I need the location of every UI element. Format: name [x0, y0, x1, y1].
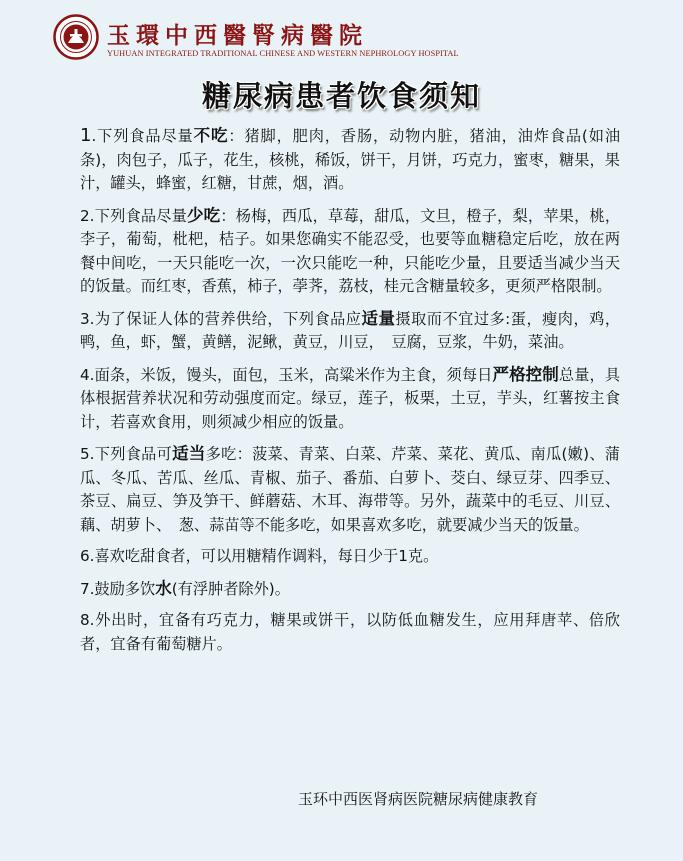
item-text-post: 总量，具体根据营养状况和劳动强度而定。绿豆，莲子，板栗，土豆，芋头，红薯按主食计，若喜欢食用，则须减少相应的饭量。 — [80, 365, 621, 431]
item-text-pre: .外出时，宜备有巧克力，糖果或饼干，以防低血糖发生，应用拜唐苹、倍欣者，宜备有葡萄糖片。 — [80, 611, 620, 653]
item-number: 4 — [80, 365, 90, 384]
item-emphasis: 严格控制 — [492, 364, 559, 384]
list-item-7 — [80, 577, 620, 602]
item-text-pre: .为了保证人体的营养供给，下列食品应 — [89, 309, 362, 328]
hospital-name-en: YUHUAN INTEGRATED TRADITIONAL CHINESE AND WESTERN NEPHROLOGY HOSPITAL — [107, 49, 459, 58]
list-item-8 — [80, 609, 620, 656]
list-item-2 — [80, 204, 620, 299]
item-text-post: ：猪脚，肥肉，香肠，动物内脏，猪油，油炸食品(如油条)，肉包子，瓜子，花生，核桃，稀饭，饼干，月饼，巧克力，蜜枣，糖果，果汁，罐头，蜂蜜，红糖，甘蔗，烟，酒。 — [80, 127, 621, 192]
page-title: 糖尿病患者饮食须知 — [201, 79, 481, 113]
notice-list — [80, 124, 620, 664]
item-number: 5 — [80, 445, 90, 463]
hospital-name-cn: 玉環中西醫腎病醫院 — [107, 22, 368, 49]
hospital-seal-icon — [53, 14, 99, 60]
footer-signature: 玉环中西医肾病医院糖尿病健康教育 — [298, 790, 539, 808]
item-text-post: 多吃：菠菜、青菜、白菜、芹菜、菜花、黄瓜、南瓜(嫩)、蒲瓜、冬瓜、苦瓜、丝瓜、青椒、茄子、番茄、白萝卜、茭白、绿豆芽、四季豆、茶豆、扁豆、笋及笋干、鲜蘑菇、木耳、海带等。另外，蔬菜中的毛豆、川豆、藕、胡萝卜、 葱、蒜苗等不能多吃，如果喜欢多吃，就要减少当天的饭量。 — [80, 445, 620, 534]
list-item-5 — [80, 442, 620, 537]
item-text-pre: .面条，米饭，馒头，面包，玉米，高粱米作为主食，须每日 — [89, 365, 493, 384]
item-text-pre: .下列食品尽量 — [89, 206, 187, 225]
item-emphasis: 不吃 — [193, 126, 229, 145]
item-text-post: (有浮肿者除外)。 — [171, 579, 290, 598]
item-number: 8 — [80, 611, 90, 629]
item-number: 1 — [80, 125, 92, 146]
item-emphasis: 水 — [155, 578, 172, 598]
item-text-pre: .喜欢吃甜食者，可以用糖精作调料，每日少于1克。 — [89, 547, 439, 565]
item-text-pre: .下列食品可 — [89, 445, 173, 463]
item-text-post: ：杨梅，西瓜，草莓，甜瓜，文旦，橙子，梨，苹果，桃，李子，葡萄，枇杷，桔子。如果您确实不能忍受，也要等血糖稳定后吃，放在两餐中间吃，一天只能吃一次，一次只能吃一种，只能吃少量，且要适当减少当天的饭量。而红枣，香蕉，柿子，荸荠，荔枝，桂元含糖量较多，更须严格限制。 — [80, 206, 621, 295]
list-item-1 — [80, 124, 620, 196]
list-item-6 — [80, 545, 620, 569]
item-text-post: 摄取而不宜过多:蛋，瘦肉，鸡，鸭，鱼，虾，蟹，黄鳝，泥鳅，黄豆，川豆， 豆腐，豆浆，牛奶，菜油。 — [80, 309, 621, 351]
list-item-3 — [80, 307, 620, 355]
item-number: 7 — [80, 579, 90, 598]
item-emphasis: 少吃 — [186, 205, 221, 225]
list-item-4 — [80, 363, 620, 435]
hospital-header — [53, 14, 653, 66]
item-emphasis: 适量 — [361, 308, 396, 328]
item-emphasis: 适当 — [172, 444, 206, 463]
item-number: 2 — [80, 206, 90, 225]
item-number: 3 — [80, 309, 90, 328]
item-number: 6 — [80, 547, 90, 565]
item-text-pre: .鼓励多饮 — [89, 579, 156, 598]
item-text-pre: .下列食品尽量 — [91, 127, 194, 145]
